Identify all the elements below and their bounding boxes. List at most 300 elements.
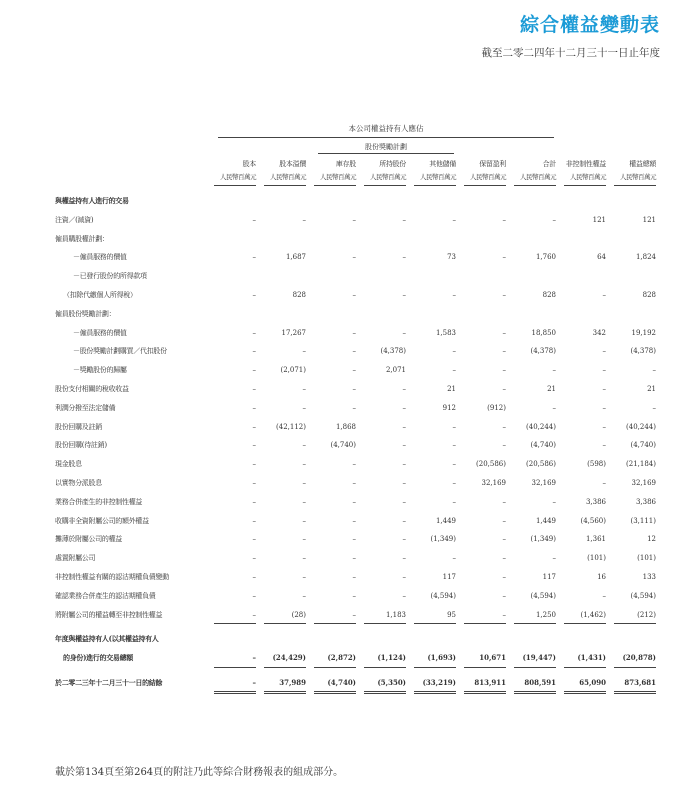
column-rule [214,691,256,694]
cell-value: 1,824 [635,253,656,262]
cell-value: (101) [587,554,606,563]
cell-value: – [352,253,356,262]
table-row [55,455,659,474]
column-rule [514,667,556,668]
table-row [55,286,659,305]
cell-value: – [502,422,506,431]
cell-value: – [352,478,356,487]
cell-value: – [402,384,406,393]
cell-value: – [602,366,606,375]
row-label: 業務合併產生的非控制性權益 [55,497,143,506]
total-value: 10,671 [479,653,506,663]
cell-value: 21 [647,384,656,393]
cell-value: – [402,478,406,487]
cell-value: – [252,478,256,487]
column-header: 其他儲備 [429,160,456,168]
column-rule [414,691,456,694]
row-label: 將附屬公司的權益轉至非控制性權益 [55,610,163,619]
column-underline [264,185,306,186]
column-underline [614,185,656,186]
cell-value: (4,560) [580,516,606,525]
cell-value: – [302,497,306,506]
closing-value: 873,681 [624,677,656,687]
cell-value: – [352,384,356,393]
cell-value: – [652,366,656,375]
table-row [55,324,659,343]
row-label: 股份回購及註銷 [55,422,102,431]
table-row [55,512,659,531]
cell-value: (4,378) [630,347,656,356]
cell-value: 1,250 [535,610,556,619]
cell-value: – [452,215,456,224]
row-label: 處置附屬公司 [55,554,96,563]
cell-value: (40,244) [526,422,556,431]
cell-value: 117 [542,572,556,581]
cell-value: – [352,591,356,600]
cell-value: 32,169 [631,478,656,487]
cell-value: – [252,610,256,619]
table-row [55,305,659,324]
cell-value: 1,760 [535,253,556,262]
total-value: (1,693) [427,653,456,663]
cell-value: – [302,441,306,450]
cell-value: 1,687 [285,253,306,262]
cell-value: – [502,366,506,375]
cell-value: 342 [592,328,606,337]
total-value: (20,878) [622,653,656,663]
cell-value: 1,449 [435,516,456,525]
cell-value: 1,183 [385,610,406,619]
cell-value: 121 [592,215,606,224]
column-rule [364,667,406,668]
cell-value: (212) [637,610,656,619]
cell-value: – [252,328,256,337]
cell-value: – [402,497,406,506]
cell-value: (4,740) [330,441,356,450]
table-row [55,342,659,361]
cell-value: 95 [447,610,456,619]
cell-value: – [402,422,406,431]
cell-value: (1,462) [580,610,606,619]
cell-value: – [602,422,606,431]
cell-value: – [552,366,556,375]
cell-value: – [402,215,406,224]
table-row [55,418,659,437]
cell-value: 828 [642,290,656,299]
cell-value: 828 [292,290,306,299]
closing-value: 813,911 [474,677,506,687]
column-rule [464,623,506,624]
row-label: －已發行股份的所得款項 [73,272,147,281]
table-row [55,248,659,267]
column-rule [514,691,556,694]
cell-value: – [452,366,456,375]
cell-value: 1,868 [335,422,356,431]
table-row [55,493,659,512]
cell-value: – [502,253,506,262]
total-label-line1: 年度與權益持有人(以其權益持有人 [55,634,159,644]
equity-table [55,122,659,693]
table-row [55,361,659,380]
cell-value: (4,594) [430,591,456,600]
cell-value: (4,594) [530,591,556,600]
cell-value: – [552,215,556,224]
cell-value: – [602,591,606,600]
total-value: (2,872) [327,653,356,663]
cell-value: – [352,403,356,412]
row-label: 與權益持有人進行的交易 [55,196,129,205]
cell-value: – [502,572,506,581]
row-label: 現金股息 [55,460,82,469]
cell-value: – [302,215,306,224]
unit-label: 人民幣百萬元 [270,173,306,181]
row-label: 非控制性權益有關的認沽期權負債變動 [55,572,169,581]
cell-value: – [252,290,256,299]
column-header: 保留盈利 [479,160,506,168]
cell-value: – [452,422,456,431]
table-row [55,587,659,606]
cell-value: – [302,591,306,600]
cell-value: – [252,403,256,412]
row-label: 收購非全資附屬公司的額外權益 [55,516,149,525]
unit-label: 人民幣百萬元 [420,173,456,181]
cell-value: – [352,215,356,224]
cell-value: 21 [547,384,556,393]
cell-value: – [252,215,256,224]
cell-value: – [352,347,356,356]
column-rule [564,623,606,624]
unit-label: 人民幣百萬元 [620,173,656,181]
unit-headers [55,170,659,186]
cell-value: – [302,516,306,525]
cell-value: 133 [642,572,656,581]
cell-value: – [352,497,356,506]
table-row [55,230,659,249]
column-rule [264,667,306,668]
cell-value: – [402,253,406,262]
column-rule [614,623,656,624]
column-rule [464,691,506,694]
closing-value: 65,090 [579,677,606,687]
column-header: 權益總額 [629,160,656,168]
column-headers [55,154,659,170]
cell-value: – [302,347,306,356]
attributable-header-label: 本公司權益持有人應佔 [348,124,424,133]
column-rule [414,623,456,624]
column-rule [314,667,356,668]
cell-value: – [252,460,256,469]
cell-value: – [252,347,256,356]
cell-value: – [552,403,556,412]
cell-value: – [402,328,406,337]
cell-value: (40,244) [626,422,656,431]
column-rule [564,691,606,694]
row-label: 注資／(減資) [55,215,94,224]
cell-value: – [252,253,256,262]
page-title: 綜合權益變動表 [519,14,660,36]
cell-value: 1,449 [535,516,556,525]
closing-value: (4,740) [327,677,356,687]
total-value: (24,429) [272,653,306,663]
cell-value: – [402,591,406,600]
row-label: －獎勵股份的歸屬 [73,366,127,375]
column-rule [214,623,256,624]
cell-value: – [252,554,256,563]
table-row [55,211,659,230]
column-header: 股本 [242,160,256,168]
total-value: (19,447) [522,653,556,663]
footnote: 載於第134頁至第264頁的附註乃此等綜合財務報表的組成部分。 [55,767,344,778]
row-label: －股份獎勵計劃購買／代扣股份 [73,347,167,356]
cell-value: 21 [447,384,456,393]
cell-value: – [552,497,556,506]
table-row [55,549,659,568]
row-label: 僱員股份獎勵計劃： [55,309,116,318]
column-rule [214,667,256,668]
cell-value: – [602,478,606,487]
cell-value: – [502,347,506,356]
cell-value: – [352,460,356,469]
cell-value: 73 [447,253,456,262]
cell-value: – [352,328,356,337]
cell-value: – [452,478,456,487]
page-subtitle: 截至二零二四年十二月三十一日止年度 [481,47,660,59]
column-header: 合計 [542,160,556,168]
cell-value: – [352,572,356,581]
row-label: 攤薄於附屬公司的權益 [55,535,122,544]
cell-value: 16 [597,572,606,581]
table-row [55,606,659,625]
cell-value: – [402,460,406,469]
column-underline [364,185,406,186]
closing-balance-row [55,674,659,693]
cell-value: – [252,535,256,544]
column-rule [314,691,356,694]
column-rule [364,623,406,624]
cell-value: – [252,572,256,581]
cell-value: (598) [587,460,606,469]
cell-value: – [502,328,506,337]
column-underline [464,185,506,186]
table-body [55,192,659,693]
column-header: 非控制性權益 [565,160,606,168]
cell-value: – [352,290,356,299]
row-label: 股份支付相關的稅收收益 [55,384,129,393]
share-award-header [55,140,659,154]
cell-value: (101) [637,554,656,563]
cell-value: – [302,478,306,487]
column-rule [464,667,506,668]
column-rule [614,667,656,668]
cell-value: 18,850 [531,328,556,337]
cell-value: (4,378) [530,347,556,356]
cell-value: – [502,497,506,506]
unit-label: 人民幣百萬元 [220,173,256,181]
column-rule [514,623,556,624]
column-rule [614,691,656,694]
cell-value: – [602,290,606,299]
cell-value: – [402,554,406,563]
cell-value: – [402,572,406,581]
cell-value: – [502,384,506,393]
cell-value: – [602,384,606,393]
cell-value: 3,386 [635,497,656,506]
cell-value: – [502,290,506,299]
cell-value: 1,583 [435,328,456,337]
cell-value: 32,169 [481,478,506,487]
cell-value: – [352,366,356,375]
column-underline [414,185,456,186]
table-row [55,474,659,493]
total-row-label-line [55,630,659,649]
cell-value: (1,349) [430,535,456,544]
column-header: 所持股份 [379,160,406,168]
cell-value: 1,361 [585,535,606,544]
column-underline [214,185,256,186]
table-row [55,267,659,286]
row-label: 股份回購(待註銷) [55,441,107,450]
cell-value: – [502,215,506,224]
total-label-line2: 的身份)進行的交易總額 [63,653,134,663]
cell-value: 17,267 [281,328,306,337]
cell-value: – [302,403,306,412]
row-label: 以實物分派股息 [55,478,102,487]
column-underline [514,185,556,186]
cell-value: (4,378) [380,347,406,356]
cell-value: (2,071) [280,366,306,375]
cell-value: – [552,554,556,563]
cell-value: (1,349) [530,535,556,544]
closing-value: (33,219) [422,677,456,687]
attributable-underline [218,137,554,138]
cell-value: 828 [542,290,556,299]
cell-value: – [302,535,306,544]
cell-value: 912 [442,403,456,412]
cell-value: – [502,591,506,600]
cell-value: – [402,441,406,450]
unit-label: 人民幣百萬元 [320,173,356,181]
cell-value: – [402,516,406,525]
cell-value: – [502,441,506,450]
cell-value: – [452,497,456,506]
column-header: 庫存股 [335,160,356,168]
cell-value: 64 [597,253,606,262]
cell-value: – [302,572,306,581]
closing-value: 808,591 [524,677,556,687]
column-rule [414,667,456,668]
cell-value: – [402,290,406,299]
cell-value: – [452,441,456,450]
cell-value: (912) [487,403,506,412]
cell-value: 12 [647,535,656,544]
cell-value: 117 [442,572,456,581]
cell-value: – [602,441,606,450]
cell-value: – [502,554,506,563]
cell-value: (4,740) [530,441,556,450]
cell-value: 121 [642,215,656,224]
row-label: －僱員服務的價值 [73,328,127,337]
cell-value: – [252,366,256,375]
cell-value: – [402,535,406,544]
cell-value: – [252,591,256,600]
total-row [55,649,659,668]
cell-value: – [252,516,256,525]
unit-label: 人民幣百萬元 [370,173,406,181]
table-row [55,436,659,455]
closing-value: 37,989 [279,677,306,687]
cell-value: (20,586) [476,460,506,469]
cell-value: 2,071 [385,366,406,375]
closing-value: (5,350) [377,677,406,687]
total-value: (1,124) [377,653,406,663]
cell-value: (4,594) [630,591,656,600]
cell-value: – [502,516,506,525]
table-row [55,530,659,549]
cell-value: (28) [291,610,306,619]
cell-value: – [452,290,456,299]
unit-label: 人民幣百萬元 [570,173,606,181]
cell-value: – [452,554,456,563]
column-rule [264,691,306,694]
column-rule [364,691,406,694]
cell-value: (21,184) [626,460,656,469]
cell-value: – [352,554,356,563]
share-award-header-label: 股份獎勵計劃 [365,143,407,151]
cell-value: 3,386 [585,497,606,506]
table-row [55,399,659,418]
row-label: 利潤分撥至法定儲備 [55,403,116,412]
row-label: 僱員購股權計劃： [55,234,109,243]
total-value: (1,431) [577,653,606,663]
cell-value: – [402,403,406,412]
table-row [55,380,659,399]
table-row [55,568,659,587]
cell-value: – [252,422,256,431]
cell-value: 19,192 [631,328,656,337]
cell-value: 32,169 [531,478,556,487]
cell-value: – [302,554,306,563]
cell-value: (4,740) [630,441,656,450]
cell-value: – [602,347,606,356]
cell-value: – [352,535,356,544]
row-label: －僱員服務的價值 [73,253,127,262]
closing-value: – [252,677,256,687]
cell-value: (42,112) [276,422,306,431]
cell-value: (20,586) [526,460,556,469]
closing-label: 於二零二三年十二月三十一日的結餘 [55,677,163,687]
column-rule [314,623,356,624]
cell-value: – [602,403,606,412]
column-rule [264,623,306,624]
column-header: 股本溢價 [279,160,306,168]
cell-value: – [252,441,256,450]
cell-value: – [252,384,256,393]
cell-value: – [652,403,656,412]
cell-value: – [352,516,356,525]
row-label: 確認業務合併產生的認沽期權負債 [55,591,156,600]
cell-value: – [452,460,456,469]
column-underline [564,185,606,186]
unit-label: 人民幣百萬元 [520,173,556,181]
unit-label: 人民幣百萬元 [470,173,506,181]
cell-value: – [302,460,306,469]
total-value: – [252,653,256,663]
cell-value: (3,111) [630,516,656,525]
cell-value: – [502,535,506,544]
column-underline [314,185,356,186]
row-label: （扣除代繳個人所得稅） [63,290,137,299]
cell-value: – [502,610,506,619]
